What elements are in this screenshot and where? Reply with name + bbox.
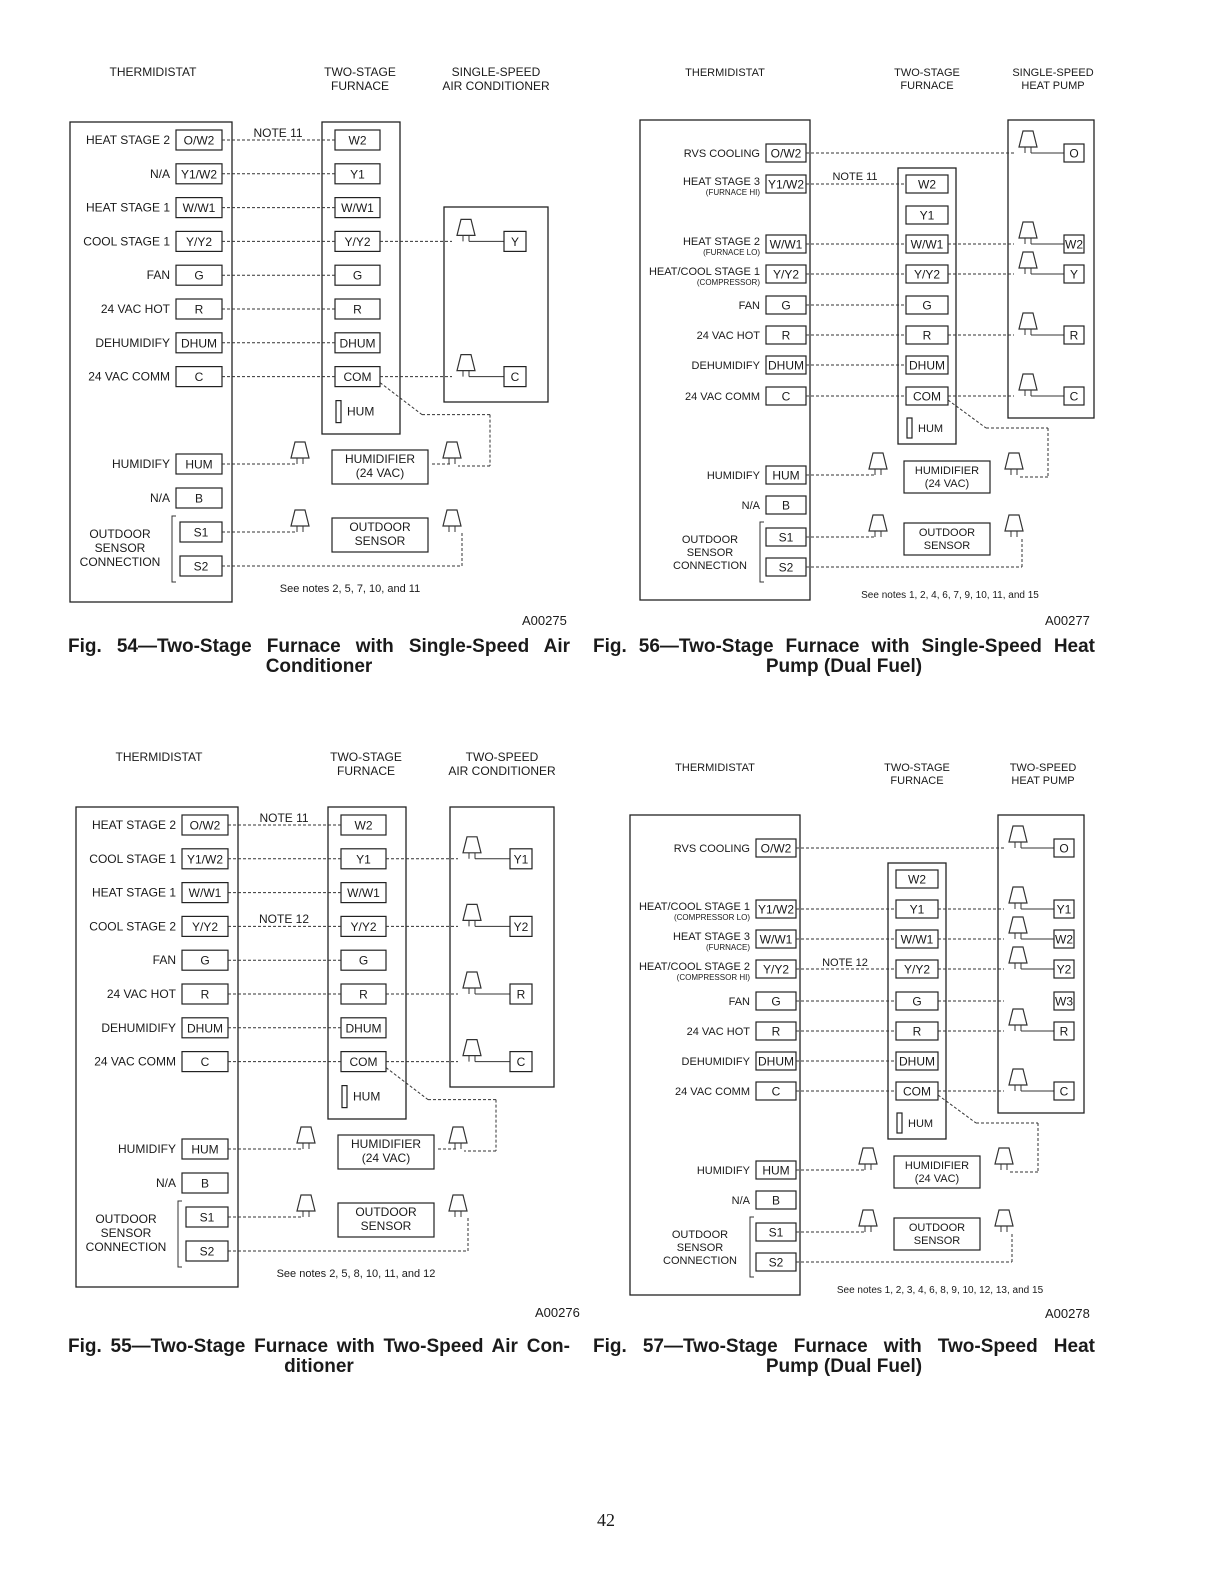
contact-symbol xyxy=(449,1195,467,1211)
terminal-label: DHUM xyxy=(758,1054,794,1069)
terminal-label: W2 xyxy=(354,818,373,833)
contact-symbol xyxy=(1009,917,1027,933)
column-header: THERMIDISTAT xyxy=(115,750,203,764)
terminal-function-label: HEAT/COOL STAGE 1 xyxy=(638,901,750,913)
terminal-label: Y1 xyxy=(356,852,371,867)
terminal-function-label: N/A xyxy=(149,166,170,181)
wire-dashed xyxy=(938,1095,976,1123)
terminal-label: B xyxy=(771,1193,781,1208)
column-header: FURNACE xyxy=(890,775,944,787)
note-label: NOTE 12 xyxy=(258,912,310,926)
terminal-function-label: HEAT STAGE 2 xyxy=(85,133,170,147)
terminal-label: W/W1 xyxy=(910,237,944,252)
contact-symbol xyxy=(1009,887,1027,903)
column-header: FURNACE xyxy=(330,79,390,93)
terminal-function-label: HEAT STAGE 2 xyxy=(682,236,760,248)
terminal-label: O/W2 xyxy=(189,818,221,833)
terminal-label: W/W1 xyxy=(341,201,374,216)
terminal-label: Y/Y2 xyxy=(185,234,213,249)
figure-code: A00275 xyxy=(522,613,567,628)
sensor-bracket xyxy=(760,522,764,582)
terminal-function-label: HUMIDIFY xyxy=(696,1165,750,1177)
contact-symbol xyxy=(1019,252,1037,268)
sensor-connection-label: SENSOR xyxy=(676,1242,724,1254)
figure-caption xyxy=(68,1337,570,1377)
humidifier-label: HUMIDIFIER xyxy=(904,1160,970,1172)
terminal-label: C xyxy=(200,1055,210,1070)
figure-57 xyxy=(620,755,1090,1300)
contact-symbol xyxy=(297,1127,315,1143)
terminal-label: R xyxy=(353,302,362,317)
terminal-label: S1 xyxy=(778,530,794,545)
outdoor-sensor-label: SENSOR xyxy=(354,534,406,548)
terminal-function-label: COOL STAGE 1 xyxy=(89,851,176,866)
terminal-function-label: HEAT STAGE 3 xyxy=(672,931,750,943)
terminal-label: R xyxy=(359,987,368,1002)
terminal-function-label: COOL STAGE 2 xyxy=(89,919,176,934)
column-header: SINGLE-SPEED xyxy=(1012,67,1094,79)
terminal-label: COM xyxy=(349,1055,378,1070)
terminal-label: DHUM xyxy=(768,358,804,373)
sensor-bracket xyxy=(750,1217,754,1277)
terminal-label: S2 xyxy=(778,560,794,575)
terminal-label: B xyxy=(200,1176,210,1191)
terminal-function-label: COOL STAGE 1 xyxy=(83,234,170,249)
terminal-label: G xyxy=(358,953,369,968)
column-header: AIR CONDITIONER xyxy=(442,79,550,93)
outdoor-sensor-label: SENSOR xyxy=(360,1219,412,1233)
hum-pin xyxy=(342,1086,347,1108)
column-header: HEAT PUMP xyxy=(1011,775,1075,787)
terminal-function-label: FAN xyxy=(738,300,760,312)
outdoor-unit-box xyxy=(444,207,548,402)
terminal-label: HUM xyxy=(772,468,800,483)
contact-symbol xyxy=(297,1195,315,1211)
terminal-label: O/W2 xyxy=(770,146,802,161)
wire-dashed xyxy=(380,383,422,415)
terminal-function-label: 24 VAC HOT xyxy=(686,1026,750,1038)
contact-symbol xyxy=(869,515,887,531)
terminal-label: G xyxy=(781,298,791,313)
outdoor-sensor-label: OUTDOOR xyxy=(355,1205,417,1219)
terminal-label: COM xyxy=(903,1084,931,1099)
terminal-sub-label: (COMPRESSOR HI) xyxy=(676,973,750,982)
contact-symbol xyxy=(1005,453,1023,469)
terminal-label: O xyxy=(1059,841,1069,856)
terminal-label: S2 xyxy=(199,1244,215,1259)
terminal-function-label: FAN xyxy=(146,268,170,283)
terminal-label: W2 xyxy=(348,133,367,148)
terminal-function-label: 24 VAC COMM xyxy=(675,1086,750,1098)
terminal-label: R xyxy=(781,328,791,343)
terminal-label: O xyxy=(1069,146,1079,161)
terminal-label: S1 xyxy=(193,525,209,540)
terminal-label: S1 xyxy=(199,1210,215,1225)
terminal-label: Y1/W2 xyxy=(180,167,218,182)
notes-reference: See notes 2, 5, 8, 10, 11, and 12 xyxy=(276,1268,436,1280)
terminal-label: Y/Y2 xyxy=(903,962,931,977)
terminal-label: R xyxy=(1069,328,1079,343)
contact-symbol xyxy=(463,837,481,853)
column-header: THERMIDISTAT xyxy=(109,65,197,79)
terminal-label: O/W2 xyxy=(183,133,215,148)
column-header: AIR CONDITIONER xyxy=(448,764,556,778)
heat-pump-box xyxy=(1008,120,1094,418)
terminal-label: C xyxy=(771,1084,781,1099)
terminal-label: W/W1 xyxy=(188,886,222,901)
terminal-label: DHUM xyxy=(339,336,376,351)
contact-symbol xyxy=(457,219,475,235)
terminal-label: W2 xyxy=(1055,932,1073,947)
terminal-label: R xyxy=(516,987,526,1002)
humidifier-label: (24 VAC) xyxy=(361,1151,411,1165)
contact-symbol xyxy=(463,1040,481,1056)
terminal-function-label: 24 VAC HOT xyxy=(696,330,760,342)
outdoor-sensor-label: OUTDOOR xyxy=(908,1222,966,1234)
contact-symbol xyxy=(1019,374,1037,390)
terminal-label: Y1 xyxy=(1056,902,1072,917)
terminal-label: G xyxy=(194,268,204,283)
page-number: 42 xyxy=(597,1510,615,1530)
terminal-label: HUM xyxy=(762,1163,790,1178)
furnace-hum-label: HUM xyxy=(918,423,944,435)
contact-symbol xyxy=(291,510,309,526)
terminal-label: C xyxy=(516,1055,526,1070)
terminal-label: R xyxy=(771,1024,781,1039)
terminal-label: Y1/W2 xyxy=(757,902,795,917)
terminal-label: W2 xyxy=(1065,237,1083,252)
hum-pin xyxy=(897,1113,902,1133)
terminal-function-label: N/A xyxy=(149,491,170,505)
column-header: HEAT PUMP xyxy=(1021,80,1085,92)
sensor-connection-label: OUTDOOR xyxy=(671,1229,729,1241)
contact-symbol xyxy=(443,510,461,526)
terminal-label: W/W1 xyxy=(900,932,934,947)
contact-symbol xyxy=(995,1210,1013,1226)
outdoor-sensor-label: OUTDOOR xyxy=(349,520,411,534)
column-header: THERMIDISTAT xyxy=(675,762,755,774)
terminal-function-label: DEHUMIDIFY xyxy=(101,1020,176,1035)
terminal-label: O/W2 xyxy=(760,841,792,856)
contact-symbol xyxy=(463,904,481,920)
contact-symbol xyxy=(869,453,887,469)
terminal-label: R xyxy=(200,987,210,1002)
terminal-sub-label: (COMPRESSOR) xyxy=(696,278,760,287)
terminal-label: COM xyxy=(343,370,372,385)
terminal-label: G xyxy=(771,994,781,1009)
wiring-diagram-fig57 xyxy=(620,755,1090,1300)
humidifier-label: HUMIDIFIER xyxy=(345,452,415,466)
terminal-label: Y xyxy=(1069,267,1079,282)
terminal-function-label: HUMIDIFY xyxy=(112,457,170,471)
terminal-label: DHUM xyxy=(345,1021,382,1036)
humidifier-label: HUMIDIFIER xyxy=(914,465,980,477)
contact-symbol xyxy=(1009,826,1027,842)
sensor-connection-label: CONNECTION xyxy=(85,1240,167,1254)
terminal-label: Y1 xyxy=(919,208,935,223)
sensor-connection-label: CONNECTION xyxy=(673,560,747,572)
terminal-label: R xyxy=(1059,1024,1069,1039)
outdoor-sensor-label: OUTDOOR xyxy=(918,527,976,539)
column-header: TWO-STAGE xyxy=(330,750,402,764)
column-header: TWO-STAGE xyxy=(894,67,960,79)
terminal-label: Y1/W2 xyxy=(767,177,805,192)
terminal-label: Y1 xyxy=(513,852,529,867)
terminal-label: HUM xyxy=(191,1142,219,1157)
furnace-hum-label: HUM xyxy=(353,1089,381,1104)
terminal-label: C xyxy=(510,370,520,385)
terminal-label: DHUM xyxy=(899,1054,935,1069)
figure-caption xyxy=(68,637,570,677)
terminal-function-label: 24 VAC COMM xyxy=(685,391,760,403)
caption-line: Fig. 55—Two-Stage Furnace with Two-Speed Air Con- xyxy=(68,1336,570,1357)
terminal-function-label: 24 VAC COMM xyxy=(88,369,170,384)
terminal-label: C xyxy=(1059,1084,1069,1099)
wiring-diagram-fig54 xyxy=(60,60,570,600)
terminal-label: C xyxy=(194,370,204,385)
terminal-function-label: FAN xyxy=(728,996,750,1008)
terminal-label: W3 xyxy=(1055,994,1073,1009)
wiring-diagram-fig56 xyxy=(630,60,1110,605)
note-label: NOTE 11 xyxy=(259,811,309,825)
furnace-hum-label: HUM xyxy=(347,404,375,419)
contact-symbol xyxy=(859,1148,877,1164)
figure-55 xyxy=(66,745,576,1290)
sensor-bracket xyxy=(178,1201,182,1267)
terminal-label: S1 xyxy=(768,1225,784,1240)
notes-reference: See notes 1, 2, 3, 4, 6, 8, 9, 10, 12, 13, and 15 xyxy=(836,1285,1044,1296)
terminal-label: Y xyxy=(510,234,520,249)
furnace-hum-label: HUM xyxy=(908,1118,934,1130)
terminal-label: C xyxy=(781,389,791,404)
note-label: NOTE 11 xyxy=(253,126,303,140)
terminal-label: Y1 xyxy=(909,902,925,917)
terminal-label: W/W1 xyxy=(347,886,380,901)
sensor-connection-label: OUTDOOR xyxy=(681,534,739,546)
contact-symbol xyxy=(291,442,309,458)
contact-symbol xyxy=(1019,313,1037,329)
terminal-function-label: 24 VAC COMM xyxy=(94,1054,176,1069)
terminal-function-label: RVS COOLING xyxy=(673,843,750,855)
contact-symbol xyxy=(443,442,461,458)
terminal-label: COM xyxy=(913,389,941,404)
terminal-label: W2 xyxy=(908,872,926,887)
terminal-label: G xyxy=(200,953,210,968)
contact-symbol xyxy=(1019,222,1037,238)
figure-56 xyxy=(630,60,1110,605)
notes-reference: See notes 1, 2, 4, 6, 7, 9, 10, 11, and 15 xyxy=(861,590,1039,601)
contact-symbol xyxy=(1009,1069,1027,1085)
terminal-label: Y/Y2 xyxy=(191,919,219,934)
terminal-function-label: HEAT STAGE 1 xyxy=(85,200,170,215)
column-header: TWO-SPEED xyxy=(1009,762,1077,774)
column-header: SINGLE-SPEED xyxy=(451,65,541,79)
contact-symbol xyxy=(449,1127,467,1143)
terminal-label: DHUM xyxy=(187,1021,223,1036)
sensor-connection-label: OUTDOOR xyxy=(95,1212,157,1226)
terminal-function-label: 24 VAC HOT xyxy=(106,987,176,1001)
contact-symbol xyxy=(995,1148,1013,1164)
sensor-connection-label: SENSOR xyxy=(100,1226,152,1240)
sensor-connection-label: SENSOR xyxy=(94,541,146,555)
note-label: NOTE 12 xyxy=(822,957,868,969)
terminal-sub-label: (COMPRESSOR LO) xyxy=(673,913,750,922)
terminal-sub-label: (FURNACE LO) xyxy=(703,248,760,257)
terminal-sub-label: (FURNACE) xyxy=(706,943,750,952)
note-label: NOTE 11 xyxy=(832,171,878,183)
humidifier-label: (24 VAC) xyxy=(355,466,405,480)
wiring-diagram-fig55 xyxy=(66,745,576,1290)
terminal-function-label: 24 VAC HOT xyxy=(100,302,170,316)
terminal-function-label: DEHUMIDIFY xyxy=(95,335,170,350)
wire-dashed xyxy=(386,1068,428,1100)
terminal-function-label: FAN xyxy=(152,953,176,968)
column-header: FURNACE xyxy=(336,764,396,778)
terminal-label: Y/Y2 xyxy=(913,267,941,282)
hum-pin xyxy=(907,418,912,438)
column-header: TWO-SPEED xyxy=(465,750,539,764)
terminal-label: B xyxy=(194,491,204,506)
terminal-function-label: DEHUMIDIFY xyxy=(681,1056,750,1068)
terminal-label: C xyxy=(1069,389,1079,404)
terminal-function-label: HUMIDIFY xyxy=(706,470,760,482)
terminal-function-label: HUMIDIFY xyxy=(118,1142,176,1156)
terminal-label: Y1/W2 xyxy=(186,852,224,867)
humidifier-label: HUMIDIFIER xyxy=(351,1137,421,1151)
caption-line: Fig. 54—Two-Stage Furnace with Single-Speed Air xyxy=(68,636,570,657)
contact-symbol xyxy=(1019,131,1037,147)
sensor-connection-label: CONNECTION xyxy=(663,1255,737,1267)
terminal-label: Y/Y2 xyxy=(344,234,371,249)
terminal-function-label: HEAT STAGE 2 xyxy=(91,818,176,832)
terminal-label: R xyxy=(922,328,932,343)
terminal-label: Y1 xyxy=(350,167,365,182)
terminal-label: W/W1 xyxy=(182,201,216,216)
column-header: TWO-STAGE xyxy=(884,762,950,774)
outdoor-sensor-label: SENSOR xyxy=(923,540,971,552)
terminal-label: W/W1 xyxy=(769,237,803,252)
humidifier-label: (24 VAC) xyxy=(924,478,970,490)
contact-symbol xyxy=(859,1210,877,1226)
terminal-label: Y/Y2 xyxy=(772,267,800,282)
contact-symbol xyxy=(463,972,481,988)
caption-line: Pump (Dual Fuel) xyxy=(765,656,923,677)
terminal-label: G xyxy=(922,298,932,313)
sensor-connection-label: OUTDOOR xyxy=(89,527,151,541)
figure-caption xyxy=(593,637,1095,677)
terminal-label: S2 xyxy=(768,1255,784,1270)
terminal-function-label: DEHUMIDIFY xyxy=(691,360,760,372)
terminal-label: Y2 xyxy=(1056,962,1072,977)
humidifier-label: (24 VAC) xyxy=(914,1173,960,1185)
contact-symbol xyxy=(1009,947,1027,963)
terminal-label: B xyxy=(781,498,791,513)
figure-caption xyxy=(593,1337,1095,1377)
terminal-label: S2 xyxy=(193,559,209,574)
terminal-function-label: RVS COOLING xyxy=(683,148,760,160)
hum-pin xyxy=(336,401,341,423)
wire-dashed xyxy=(948,400,986,428)
terminal-label: HUM xyxy=(185,457,213,472)
terminal-label: G xyxy=(352,268,363,283)
figure-code: A00276 xyxy=(535,1305,580,1320)
caption-line: ditioner xyxy=(284,1356,354,1377)
terminal-label: DHUM xyxy=(909,358,945,373)
terminal-label: Y/Y2 xyxy=(350,919,377,934)
sensor-bracket xyxy=(172,516,176,582)
outdoor-sensor-label: SENSOR xyxy=(913,1235,961,1247)
terminal-function-label: HEAT STAGE 1 xyxy=(91,885,176,900)
terminal-function-label: HEAT/COOL STAGE 1 xyxy=(648,266,760,278)
terminal-label: DHUM xyxy=(181,336,217,351)
caption-line: Fig. 57—Two-Stage Furnace with Two-Speed Heat xyxy=(593,1336,1095,1357)
terminal-label: W2 xyxy=(918,177,936,192)
terminal-label: R xyxy=(194,302,204,317)
caption-line: Conditioner xyxy=(265,656,373,677)
contact-symbol xyxy=(1005,515,1023,531)
column-header: TWO-STAGE xyxy=(324,65,396,79)
terminal-label: Y2 xyxy=(513,919,529,934)
terminal-function-label: HEAT STAGE 3 xyxy=(682,176,760,188)
sensor-connection-label: CONNECTION xyxy=(79,555,161,569)
terminal-label: G xyxy=(912,994,922,1009)
caption-line: Pump (Dual Fuel) xyxy=(765,1356,923,1377)
caption-line: Fig. 56—Two-Stage Furnace with Single-Speed Heat xyxy=(593,636,1095,657)
terminal-label: R xyxy=(912,1024,922,1039)
column-header: FURNACE xyxy=(900,80,954,92)
contact-symbol xyxy=(1009,1009,1027,1025)
terminal-function-label: HEAT/COOL STAGE 2 xyxy=(638,961,750,973)
figure-code: A00278 xyxy=(1045,1306,1090,1321)
notes-reference: See notes 2, 5, 7, 10, and 11 xyxy=(279,583,421,595)
terminal-function-label: N/A xyxy=(741,500,760,512)
contact-symbol xyxy=(457,355,475,371)
sensor-connection-label: SENSOR xyxy=(686,547,734,559)
figure-code: A00277 xyxy=(1045,613,1090,628)
terminal-function-label: N/A xyxy=(731,1195,750,1207)
terminal-function-label: N/A xyxy=(155,1176,176,1190)
figure-54 xyxy=(60,60,570,600)
terminal-label: W/W1 xyxy=(759,932,793,947)
terminal-sub-label: (FURNACE HI) xyxy=(705,188,760,197)
column-header: THERMIDISTAT xyxy=(685,67,765,79)
terminal-label: Y/Y2 xyxy=(762,962,790,977)
